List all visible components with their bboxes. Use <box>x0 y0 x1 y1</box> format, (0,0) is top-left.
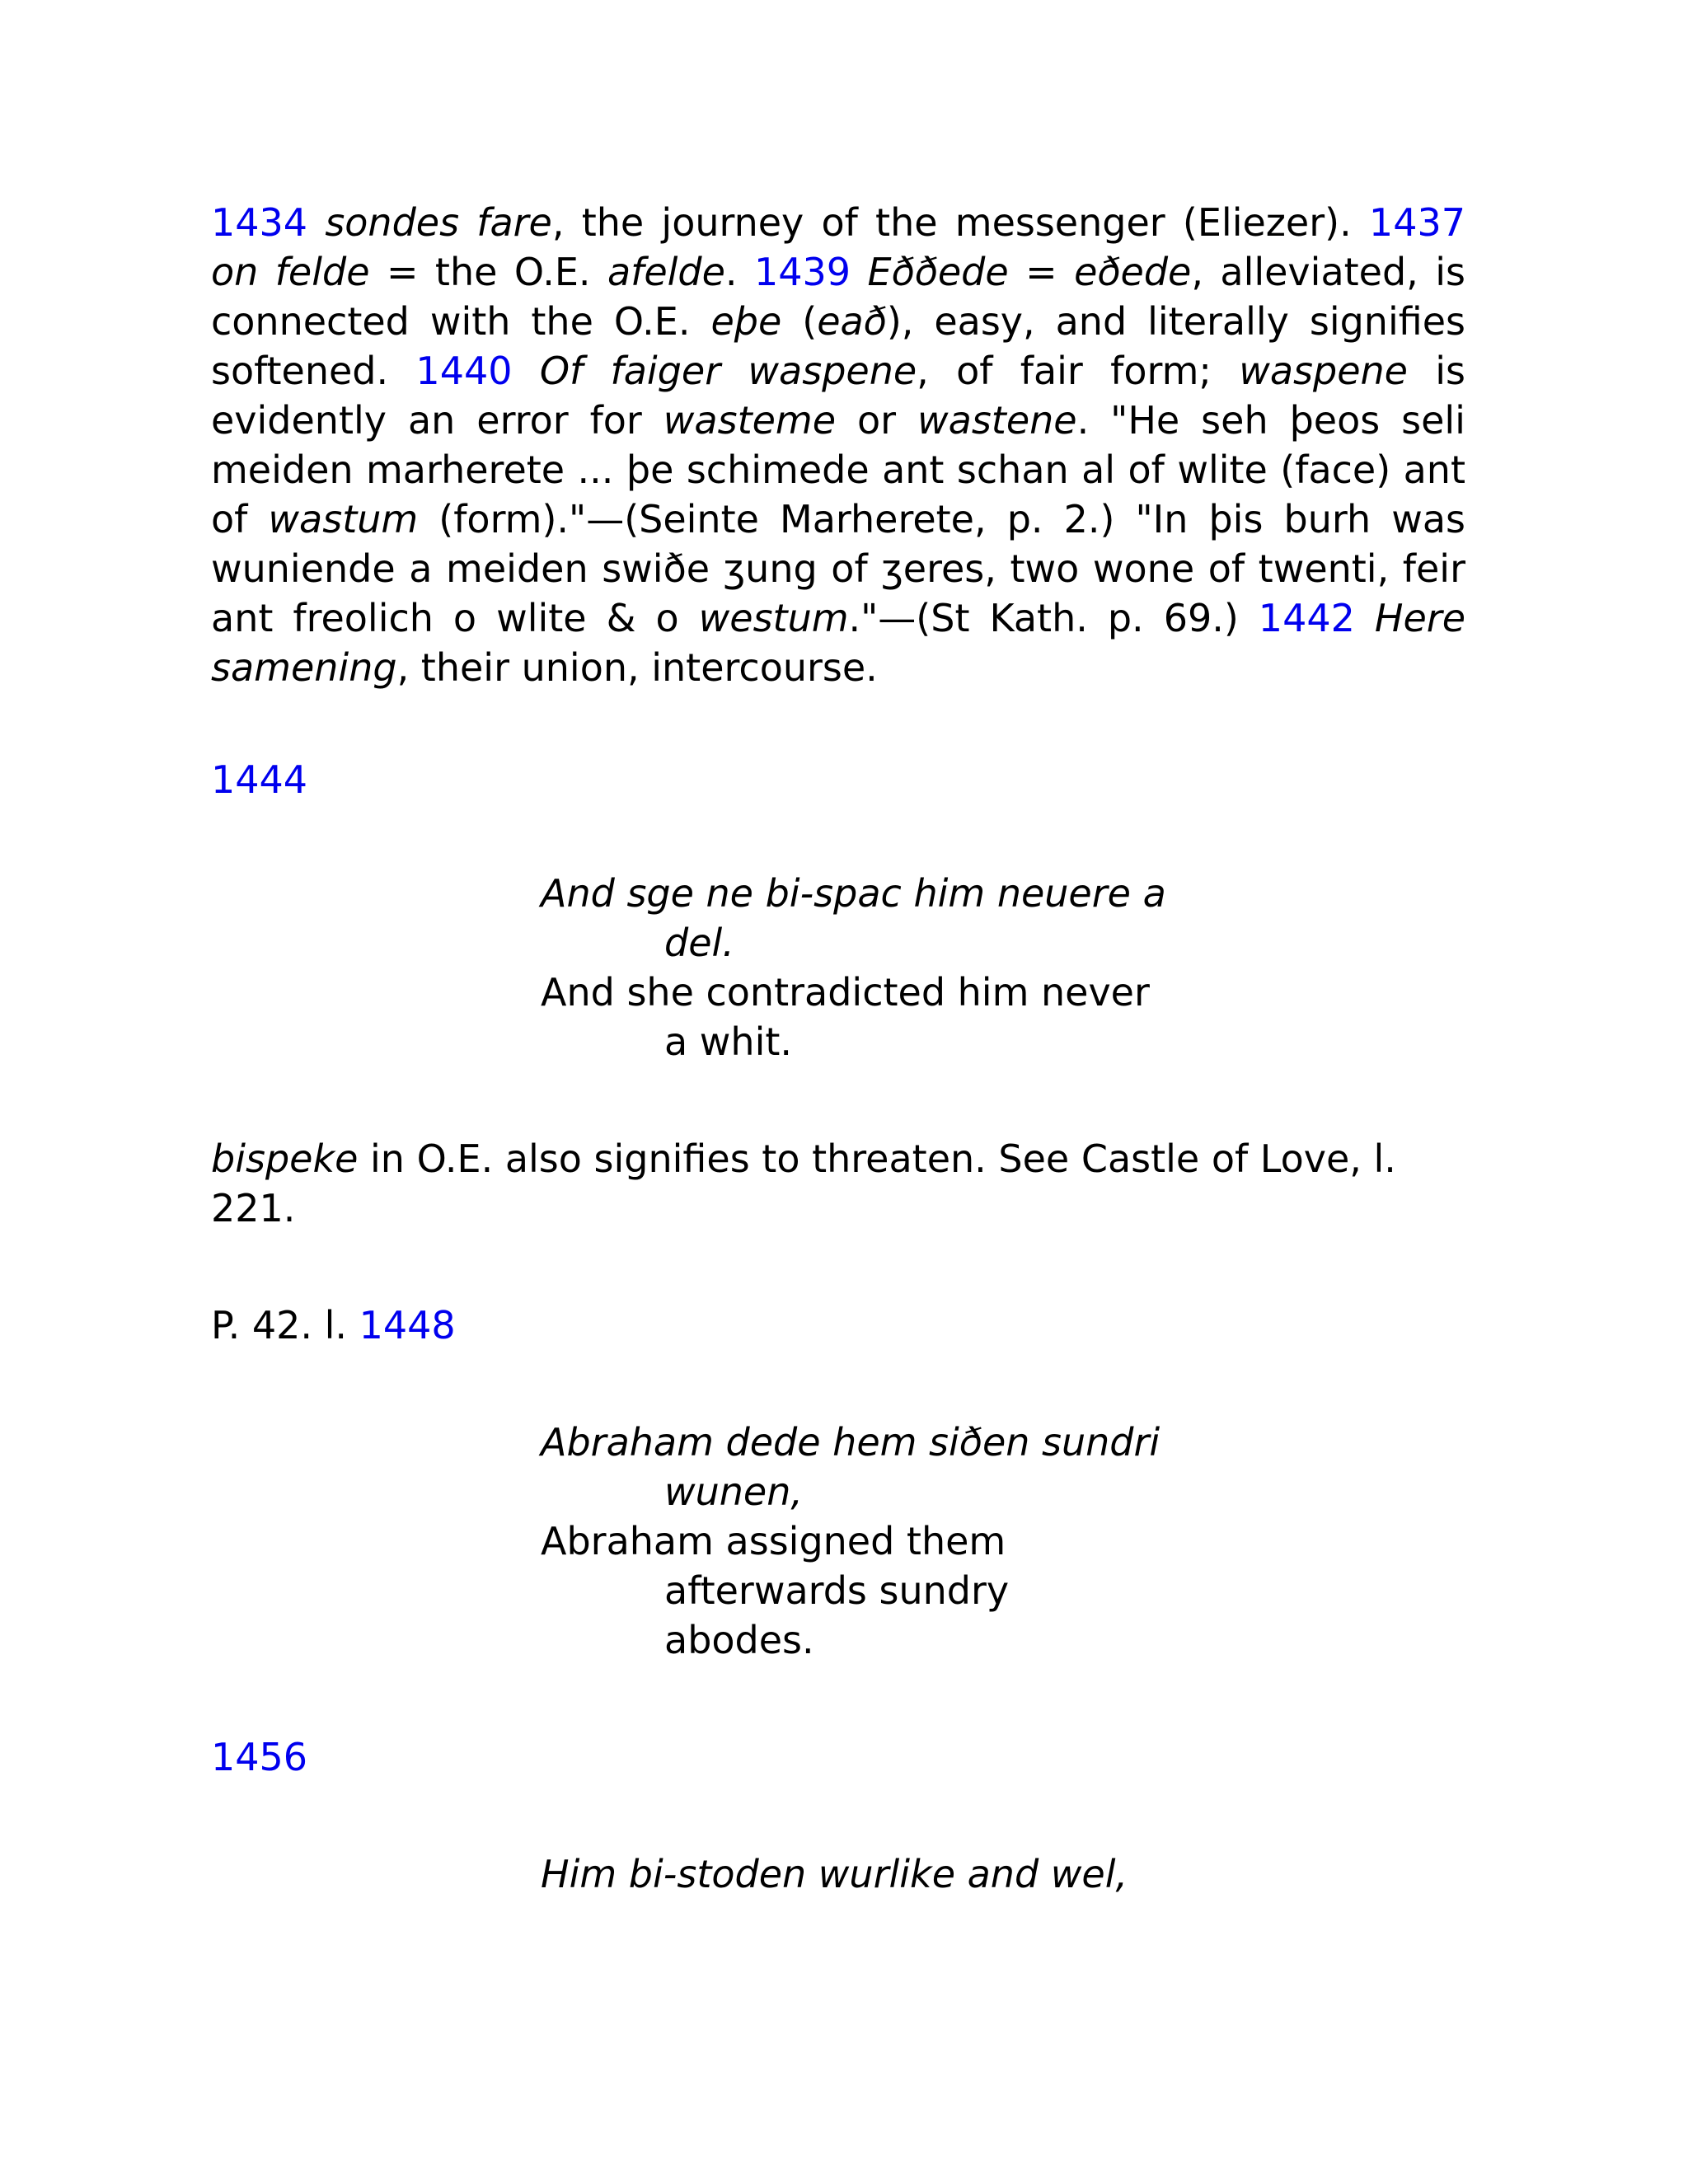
page-body <box>211 198 1465 1899</box>
line-link-1442[interactable]: 1442 <box>1258 596 1355 640</box>
entry-1448-heading <box>211 1301 1465 1350</box>
italic-term: eað <box>817 299 887 344</box>
text: . <box>724 250 754 294</box>
text: or <box>836 398 918 443</box>
translation-text-cont: abodes. <box>664 1618 814 1662</box>
verse-text: And sge ne bi-spac him neuere a <box>541 871 1166 916</box>
line-link-1448[interactable]: 1448 <box>359 1303 456 1347</box>
italic-term: wasteme <box>663 398 837 443</box>
verse-text: Abraham dede hem siðen sundri <box>541 1420 1160 1465</box>
italic-term: Eððede <box>867 250 1009 294</box>
line-link-1434[interactable]: 1434 <box>211 200 308 245</box>
italic-term: wastene <box>917 398 1077 443</box>
italic-term: bispeke <box>211 1137 359 1181</box>
verse-block-1444 <box>541 869 1167 1066</box>
translation-text-cont: afterwards sundry <box>664 1568 1010 1613</box>
text: ."—(St Kath. p. 69.) <box>848 596 1259 640</box>
verse-translation <box>541 968 1167 1066</box>
note-1444 <box>211 1134 1465 1233</box>
verse-original <box>541 869 1167 968</box>
verse-block-1448 <box>541 1418 1167 1665</box>
italic-term: westum <box>698 596 849 640</box>
text: is evidently an error for <box>211 349 1466 443</box>
line-link-1456[interactable]: 1456 <box>211 1735 308 1779</box>
text: . "He seh þeos seli meiden marherete ... þe schimede ant schan al of wlite (face) ant of <box>211 398 1465 541</box>
text: ( <box>781 299 818 344</box>
italic-term: waspene <box>1239 349 1408 393</box>
entry-1456-number <box>211 1732 1465 1782</box>
text: , of fair form; <box>917 349 1240 393</box>
italic-term: afelde <box>607 250 725 294</box>
text: , the journey of the messenger (Eliezer). <box>551 200 1369 245</box>
italic-term: eðede <box>1074 250 1192 294</box>
italic-term: wastum <box>268 497 419 541</box>
verse-translation <box>541 1516 1167 1665</box>
text: , alleviated, is connected with the O.E. <box>211 250 1465 344</box>
translation-text: And she contradicted him never <box>541 970 1150 1015</box>
line-link-1444[interactable]: 1444 <box>211 757 308 802</box>
text: , their union, intercourse. <box>396 645 878 690</box>
italic-term: sondes fare <box>325 200 552 245</box>
entry-1444-number <box>211 755 1465 804</box>
verse-text-cont: wunen, <box>664 1469 804 1514</box>
verse-text-cont: del. <box>664 921 734 965</box>
italic-term: eþe <box>710 299 782 344</box>
italic-term: on felde <box>211 250 370 294</box>
verse-original <box>541 1418 1167 1516</box>
line-link-1439[interactable]: 1439 <box>753 250 851 294</box>
verse-original <box>541 1849 1167 1899</box>
note-paragraph-1434 <box>211 198 1465 692</box>
page-line-ref: P. 42. l. <box>211 1303 359 1347</box>
translation-text: Abraham assigned them <box>541 1519 1006 1563</box>
line-link-1440[interactable]: 1440 <box>415 349 513 393</box>
verse-block-1456 <box>541 1849 1167 1899</box>
translation-text-cont: a whit. <box>664 1019 793 1064</box>
text: = <box>1008 250 1075 294</box>
italic-term: Of faiger waspene <box>539 349 917 393</box>
text: = the O.E. <box>369 250 607 294</box>
verse-text: Him bi-stoden wurlike and wel, <box>541 1852 1128 1896</box>
line-link-1437[interactable]: 1437 <box>1368 200 1465 245</box>
text: ), easy, and literally signifies softened. <box>211 299 1465 393</box>
text: (form)."—(Seinte Marherete, p. 2.) "In þis burh was wuniende a meiden swiðe ʒung of ʒeres, two wone of twenti, feir ant freolich o wlite & o <box>211 497 1465 640</box>
italic-term: Here samening <box>211 596 1465 690</box>
text: in O.E. also signifies to threaten. See Castle of Love, l. 221. <box>211 1137 1396 1230</box>
